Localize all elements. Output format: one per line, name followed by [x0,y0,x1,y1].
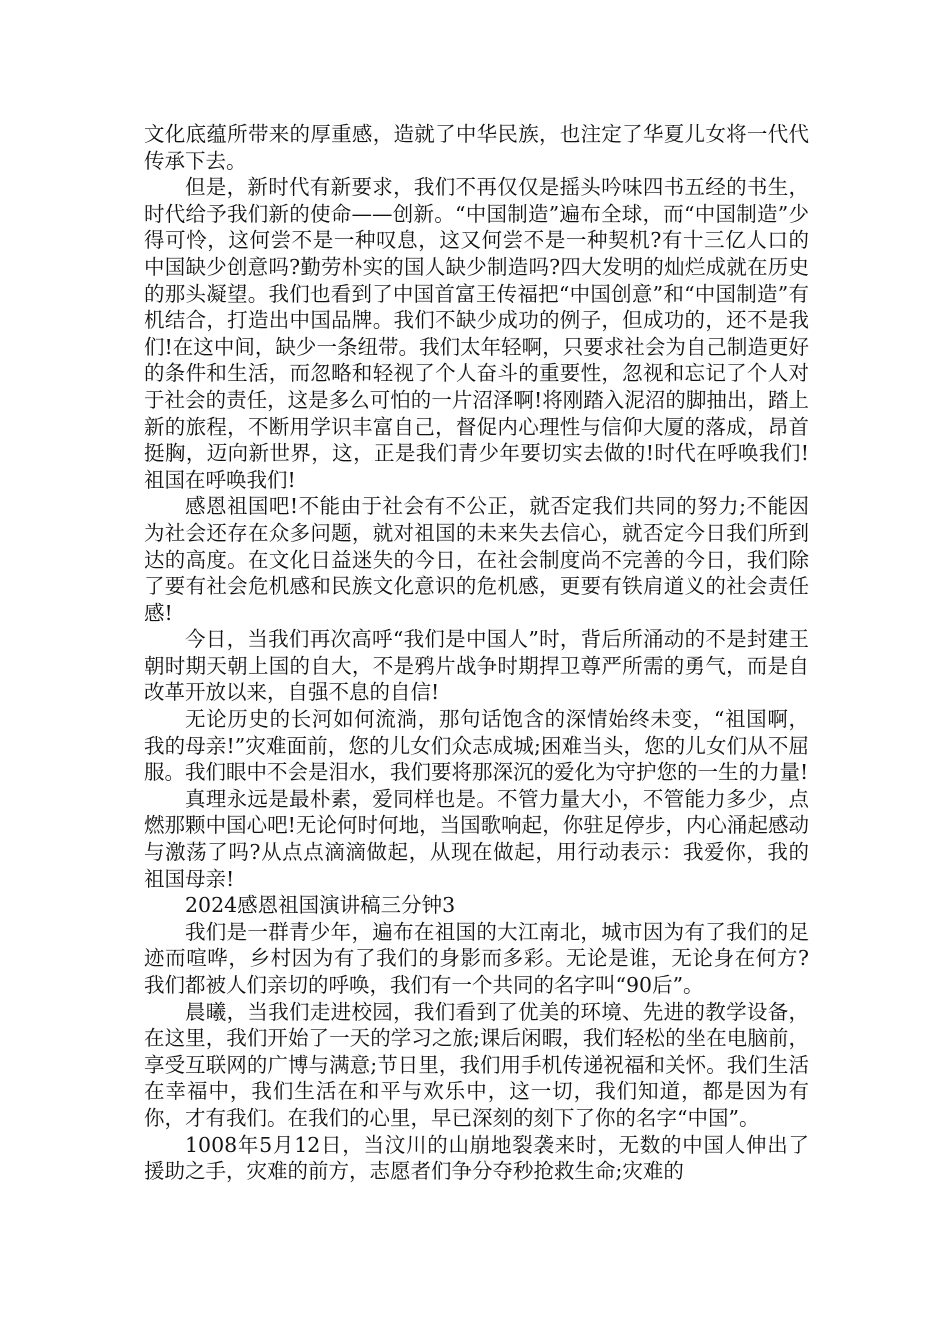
paragraph-3: 感恩祖国吧!不能由于社会有不公正，就否定我们共同的努力;不能因为社会还存在众多问题，就对祖国的未来失去信心，就否定今日我们所到达的高度。在文化日益迷失的今日，在社会制度尚不完善的今日，我们除了要有社会危机感和民族文化意识的危机感，更要有铁肩道义的社会责任感! [144,494,809,625]
paragraph-5: 无论历史的长河如何流淌，那句话饱含的深情始终未变，“祖国啊，我的母亲!”灾难面前，您的儿女们众志成城;困难当头，您的儿女们从不屈服。我们眼中不会是泪水，我们要将那深沉的爱化为守护您的一生的力量! [144,707,809,785]
document-page [144,121,809,1185]
paragraph-7: 我们是一群青少年，遍布在祖国的大江南北，城市因为有了我们的足迹而喧哗，乡村因为有了我们的身影而多彩。无论是谁，无论身在何方?我们都被人们亲切的呼唤，我们有一个共同的名字叫“90后”。 [144,919,809,997]
paragraph-1: 文化底蕴所带来的厚重感，造就了中华民族，也注定了华夏儿女将一代代传承下去。 [144,122,809,173]
section-heading: 2024感恩祖国演讲稿三分钟3 [185,893,456,918]
paragraph-4: 今日，当我们再次高呼“我们是中国人”时，背后所涌动的不是封建王朝时期天朝上国的自大，不是鸦片战争时期捍卫尊严所需的勇气，而是自改革开放以来，自强不息的自信! [144,627,809,705]
paragraph-2: 但是，新时代有新要求，我们不再仅仅是摇头吟味四书五经的书生，时代给予我们新的使命——创新。“中国制造”遍布全球，而“中国制造”少得可怜，这何尝不是一种叹息，这又何尝不是一种契机?有十三亿人口的中国缺少创意吗?勤劳朴实的国人缺少制造吗?四大发明的灿烂成就在历史的那头凝望。我们也看到了中国首富王传福把“中国创意”和“中国制造”有机结合，打造出中国品牌。我们不缺少成功的例子，但成功的，还不是我们!在这中间，缺少一条纽带。我们太年轻啊，只要求社会为自己制造更好的条件和生活，而忽略和轻视了个人奋斗的重要性，忽视和忘记了个人对于社会的责任，这是多么可怕的一片沼泽啊!将刚踏入泥沼的脚抽出，踏上新的旅程，不断用学识丰富自己，督促内心理性与信仰大厦的落成，昂首挺胸，迈向新世界，这，正是我们青少年要切实去做的!时代在呼唤我们!祖国在呼唤我们! [144,175,809,492]
paragraph-6: 真理永远是最朴素，爱同样也是。不管力量大小，不管能力多少，点燃那颗中国心吧!无论何时何地，当国歌响起，你驻足停步，内心涌起感动与激荡了吗?从点点滴滴做起，从现在做起，用行动表示：我爱你，我的祖国母亲! [144,786,809,891]
paragraph-8: 晨曦，当我们走进校园，我们看到了优美的环境、先进的教学设备，在这里，我们开始了一天的学习之旅;课后闲暇，我们轻松的坐在电脑前，享受互联网的广博与满意;节日里，我们用手机传递祝福和关怀。我们生活在幸福中，我们生活在和平与欢乐中，这一切，我们知道，都是因为有你，才有我们。在我们的心里，早已深刻的刻下了你的名字“中国”。 [144,999,809,1130]
paragraph-9: 1008年5月12日，当汶川的山崩地裂袭来时，无数的中国人伸出了援助之手，灾难的前方，志愿者们争分夺秒抢救生命;灾难的 [144,1132,809,1184]
